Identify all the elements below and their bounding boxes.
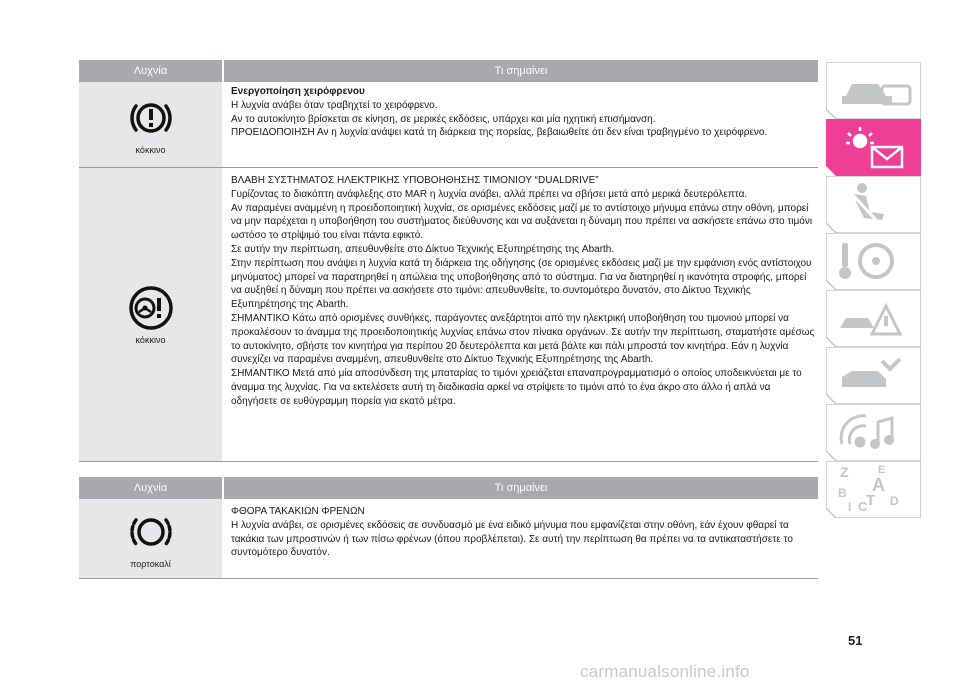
- description-line: Αν παραμένει αναμμένη η προειδοποιητική λυχνία, σε ορισμένες εκδόσεις μαζί με το αντίστοιχο μήνυμα επάνω στην οθόνη, μπορεί να μην παρέχεται η υποβοήθηση του συστήματος διεύθυνσης και να αυξάνεται η δύναμη που πρέπει να ασκήσετε επάνω στο τιμόνι ωστόσο το στρίψιμό του είναι πάντα εφικτό.: [231, 202, 813, 242]
- description-line: Σε αυτήν την περίπτωση, απευθυνθείτε στο Δίκτυο Τεχνικής Εξυπηρέτησης της Abarth.: [231, 243, 615, 255]
- description-line: Η λυχνία ανάβει όταν τραβηχτεί το χειρόφρενο.: [231, 99, 438, 111]
- table-header: [79, 477, 818, 499]
- icon-cell: [79, 168, 222, 461]
- tab-index[interactable]: [826, 461, 921, 518]
- tab-safety[interactable]: [826, 176, 921, 233]
- table-row: [79, 82, 818, 168]
- warning-lights-table-2: [79, 477, 818, 579]
- description-cell: [224, 168, 818, 461]
- description-line: ΣΗΜΑΝΤΙΚΟ Κάτω από ορισμένες συνθήκες, παράγοντες ανεξάρτητοι από την ηλεκτρική υποβοήθηση του τιμονιού μπορεί να προκαλέσουν το άναμμα της προειδοποιητικής λυχνίας επάνω στον πίνακα οργάνων. Σε αυτήν την περίπτωση, σταματήστε αμέσως το αυτοκίνητο, σβήστε τον κινητήρα για περίπου 20 δευτερόλεπτα και μετά βάλτε και πάλι μπροστά τον κινητήρα. Εάν η λυχνία συνεχίζει να παραμένει αναμμένη, απευθυνθείτε στο Δίκτυο Τεχνικής Εξυπηρέτησης της Abarth.: [231, 312, 815, 366]
- index-letter: C: [858, 499, 868, 514]
- tab-multimedia[interactable]: [826, 404, 921, 461]
- index-letter: D: [890, 494, 899, 508]
- index-letter: A: [872, 475, 885, 495]
- table-row: [79, 499, 818, 579]
- index-letter: E: [878, 464, 886, 476]
- icon-color-caption: πορτοκαλί: [130, 558, 171, 569]
- tab-maintenance[interactable]: [826, 347, 921, 404]
- icon-cell: [79, 82, 222, 167]
- icon-cell: [79, 499, 222, 578]
- index-letter: B: [838, 486, 847, 500]
- description-line: Αν το αυτοκίνητο βρίσκεται σε κίνηση, σε μερικές εκδόσεις, υπάρχει και μία ηχητική επισήμανση.: [231, 113, 656, 125]
- tab-warning-lights-messages[interactable]: [826, 119, 921, 176]
- description-line: Η λυχνία ανάβει, σε ορισμένες εκδόσεις σε συνδυασμό με ένα ειδικό μήνυμα που εμφανίζεται στην οθόνη, εάν έχουν φθαρεί τα τακάκια των μπροστινών ή των πίσω φρένων (όπου προβλέπεται). Σε αυτή την περίπτωση θα πρέπει να τα αντικαταστήσετε το συντομότερο δυνατόν.: [231, 519, 793, 559]
- brake-pad-wear-icon: [128, 509, 174, 555]
- page-number: 51: [848, 633, 863, 648]
- tab-emergency[interactable]: [826, 290, 921, 347]
- description-line: ΠΡΟΕΙΔΟΠΟΙΗΣΗ Αν η λυχνία ανάψει κατά τη διάρκεια της πορείας, βεβαιωθείτε ότι δεν είναι τραβηγμένο το χειρόφρενο.: [231, 127, 768, 139]
- row-title: ΒΛΑΒΗ ΣΥΣΤΗΜΑΤΟΣ ΗΛΕΚΤΡΙΚΗΣ ΥΠΟΒΟΗΘΗΣΗΣ ΤΙΜΟΝΙΟΥ “DUALDRIVE”: [231, 175, 599, 186]
- description-cell: [224, 499, 818, 578]
- header-meaning-column: Τι σημαίνει: [494, 65, 548, 77]
- index-letter: Z: [840, 464, 849, 480]
- steering-warning-icon: [128, 285, 174, 331]
- icon-color-caption: κόκκινο: [135, 334, 166, 345]
- row-title: Ενεργοποίηση χειρόφρενου: [231, 86, 365, 97]
- table-row: [79, 168, 818, 462]
- watermark: carmanualsonline.info: [580, 662, 750, 681]
- description-line: ΣΗΜΑΝΤΙΚΟ Μετά από μία αποσύνδεση της μπαταρίας το τιμόνι χρειάζεται επαναπρογραμματισμό ο οποίος υποδεικνύεται με το άναμμα της λυχνίας. Για να εκτελέσετε αυτή τη διαδικασία αρκεί να στρίψετε το τιμόνι από το ένα άκρο στο άλλο ή απλά να οδηγήσετε σε ευθύγραμμη πορεία για εκατό μέτρα.: [231, 368, 802, 407]
- tab-starting-driving[interactable]: [826, 233, 921, 290]
- row-title: ΦΘΟΡΑ ΤΑΚΑΚΙΩΝ ΦΡΕΝΩΝ: [231, 506, 365, 517]
- tab-car-dashboard[interactable]: [826, 62, 921, 119]
- handbrake-warning-icon: [128, 95, 174, 141]
- index-letter: I: [848, 500, 852, 514]
- header-meaning-column: Τι σημαίνει: [494, 482, 548, 494]
- description-cell: [224, 82, 818, 167]
- table-header: [79, 60, 818, 82]
- description-line: Στην περίπτωση που ανάψει η λυχνία κατά τη διάρκεια της οδήγησης (σε ορισμένες εκδόσεις μαζί με την εμφάνιση ενός αντίστοιχου μηνύματος) μπορεί να παρατηρηθεί η απώλεια της υποβοήθησης από το σύστημα. Για να διατηρηθεί η ικανότητα στροφής, μπορεί να αυξηθεί η δύναμη που πρέπει να ασκήσετε στο τιμόνι: απευθυνθείτε, το συντομότερο δυνατόν, στο Δίκτυο Τεχνικής Εξυπηρέτησης της Abarth.: [231, 257, 812, 311]
- warning-lights-table-1: [79, 60, 818, 462]
- index-letter: T: [866, 492, 876, 509]
- header-light-column: Λυχνία: [133, 482, 168, 494]
- icon-color-caption: κόκκινο: [135, 144, 166, 155]
- header-light-column: Λυχνία: [133, 65, 168, 77]
- description-line: Γυρίζοντας το διακόπτη ανάφλεξης στο MAR η λυχνία ανάβει, αλλά πρέπει να σβήσει μετά από μερικά δευτερόλεπτα.: [231, 188, 748, 200]
